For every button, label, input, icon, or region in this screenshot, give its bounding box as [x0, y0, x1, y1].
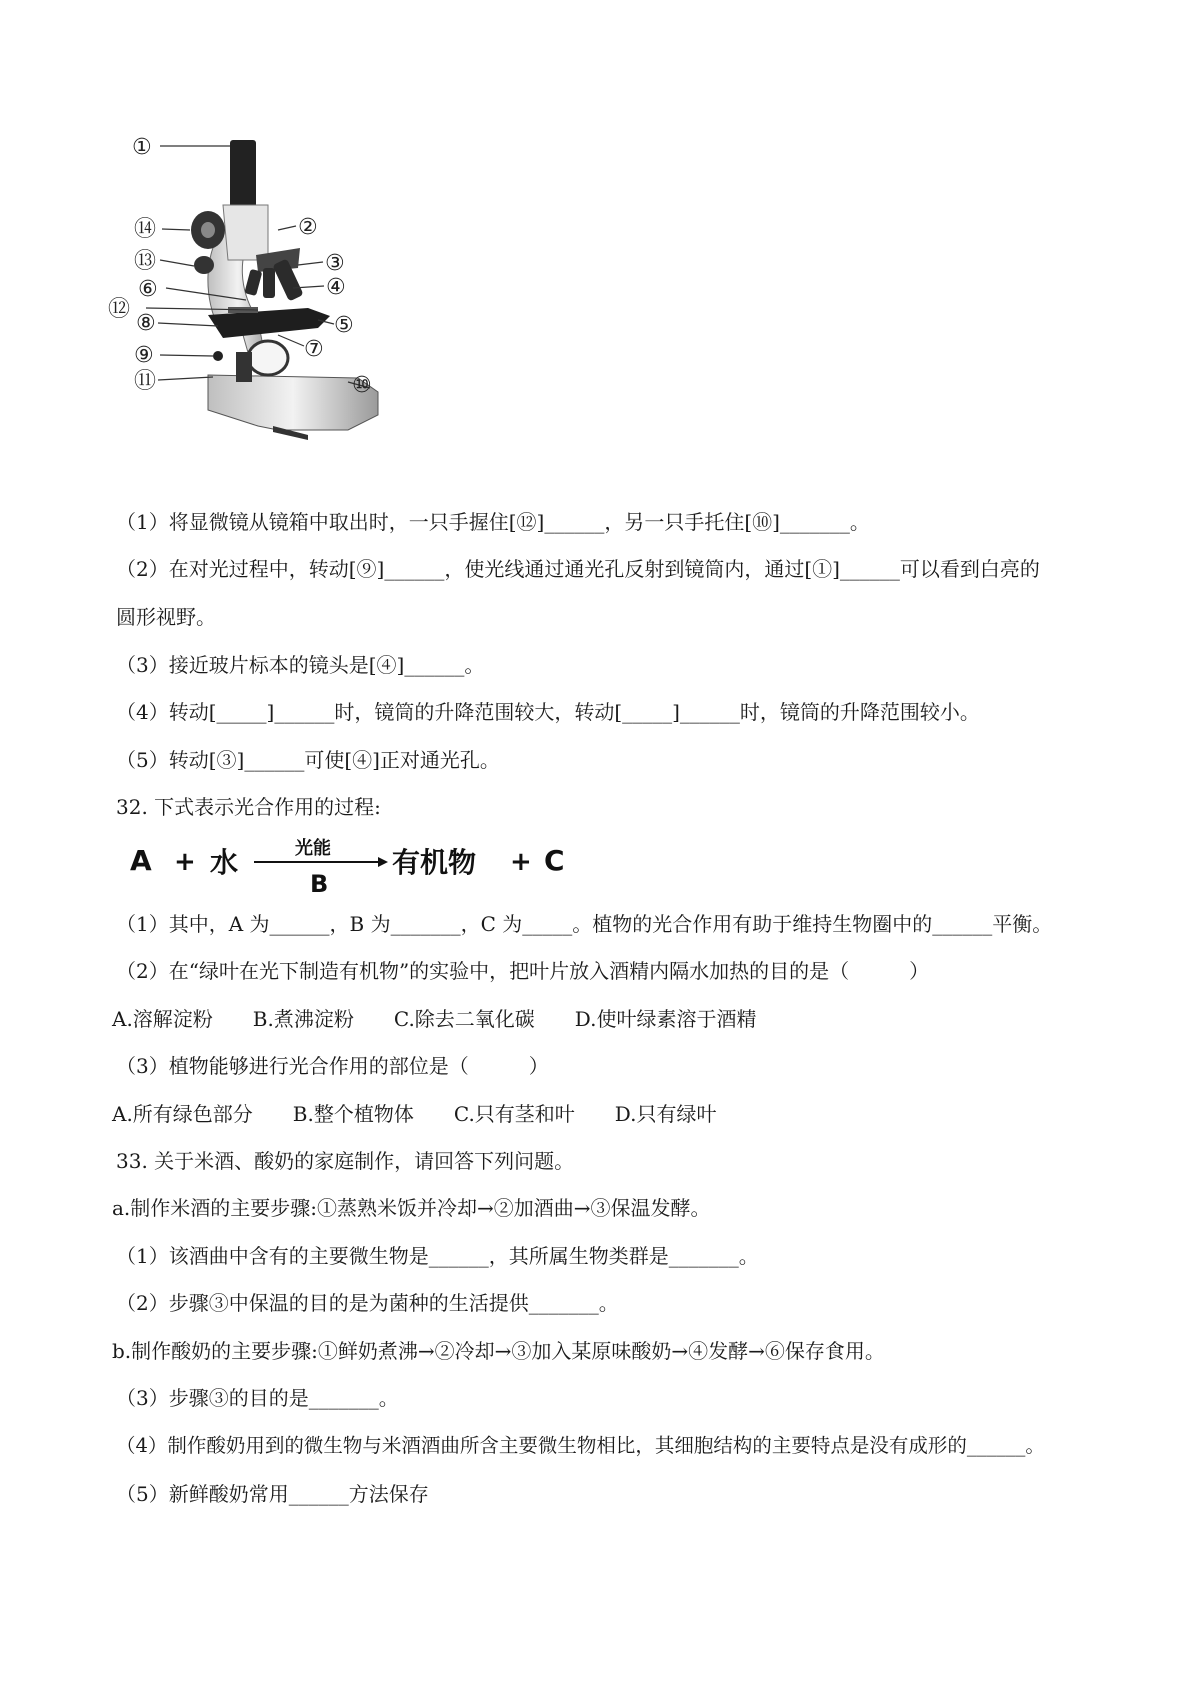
diagram-label-2: ②	[298, 215, 318, 240]
q31-part1: （1）将显微镜从镜箱中取出时，一只手握住[⑫]______，另一只手托住[⑩]_______。	[116, 510, 870, 534]
q32-part2: （2）在“绿叶在光下制造有机物”的实验中，把叶片放入酒精内隔水加热的目的是（ ）	[116, 959, 930, 983]
diagram-label-14: ⑭	[134, 217, 157, 242]
diagram-label-1: ①	[132, 135, 152, 160]
diagram-label-6: ⑥	[138, 277, 158, 302]
q33-title: 33. 关于米酒、酸奶的家庭制作，请回答下列问题。	[116, 1149, 575, 1173]
diagram-label-9: ⑨	[134, 343, 154, 368]
q31-part3: （3）接近玻片标本的镜头是[④]______。	[116, 653, 485, 677]
diagram-label-8: ⑧	[136, 311, 156, 336]
formula-plus2: +	[510, 847, 532, 877]
q32-title: 32. 下式表示光合作用的过程:	[116, 795, 381, 819]
q33-step-a: a.制作米酒的主要步骤:①蒸熟米饭并冷却→②加酒曲→③保温发酵。	[112, 1196, 711, 1220]
microscope-diagram	[108, 130, 428, 490]
q33-part2: （2）步骤③中保温的目的是为菌种的生活提供_______。	[116, 1291, 619, 1315]
q31-part2-line1: （2）在对光过程中，转动[⑨]______，使光线通过通光孔反射到镜筒内，通过[①]______可以看到白亮的	[116, 557, 1040, 581]
q32-part1: （1）其中，A 为______，B 为_______，C 为_____。植物的光合作用有助于维持生物圈中的______平衡。	[116, 912, 1053, 936]
q32-part3-options: A.所有绿色部分 B.整个植物体 C.只有茎和叶 D.只有绿叶	[112, 1102, 717, 1126]
formula-b: B	[310, 870, 329, 896]
q31-part4: （4）转动[_____]______时，镜筒的升降范围较大，转动[_____]______时，镜筒的升降范围较小。	[116, 700, 980, 724]
q33-part5: （5）新鲜酸奶常用______方法保存	[116, 1482, 429, 1506]
diagram-label-12: ⑫	[108, 297, 131, 322]
diagram-label-10: ⑩	[352, 373, 372, 398]
formula-arrowhead	[378, 857, 388, 867]
diagram-label-4: ④	[326, 275, 346, 300]
q32-part2-options: A.溶解淀粉 B.煮沸淀粉 C.除去二氧化碳 D.使叶绿素溶于酒精	[112, 1007, 757, 1031]
diagram-label-11: ⑪	[134, 369, 157, 394]
q33-part1: （1）该酒曲中含有的主要微生物是______，其所属生物类群是_______。	[116, 1244, 759, 1268]
formula-water: 水	[210, 846, 239, 879]
diagram-label-3: ③	[325, 251, 345, 276]
diagram-label-13: ⑬	[134, 249, 157, 274]
q31-part5: （5）转动[③]______可使[④]正对通光孔。	[116, 748, 500, 772]
formula-energy: 光能	[295, 838, 331, 859]
diagram-label-7: ⑦	[304, 337, 324, 362]
formula-c: C	[544, 844, 565, 877]
photosynthesis-formula	[130, 832, 650, 896]
formula-a: A	[130, 844, 152, 877]
formula-product: 有机物	[392, 846, 477, 879]
q33-part3: （3）步骤③的目的是_______。	[116, 1386, 399, 1410]
q32-part3: （3）植物能够进行光合作用的部位是（ ）	[116, 1054, 549, 1078]
q33-step-b: b.制作酸奶的主要步骤:①鲜奶煮沸→②冷却→③加入某原味酸奶→④发酵→⑥保存食用。	[112, 1339, 885, 1363]
q31-part2-line2: 圆形视野。	[116, 605, 216, 629]
formula-plus1: +	[174, 847, 196, 877]
q33-part4: （4）制作酸奶用到的微生物与米酒酒曲所含主要微生物相比，其细胞结构的主要特点是没有成形的______。	[116, 1434, 1045, 1457]
diagram-label-5: ⑤	[334, 313, 354, 338]
